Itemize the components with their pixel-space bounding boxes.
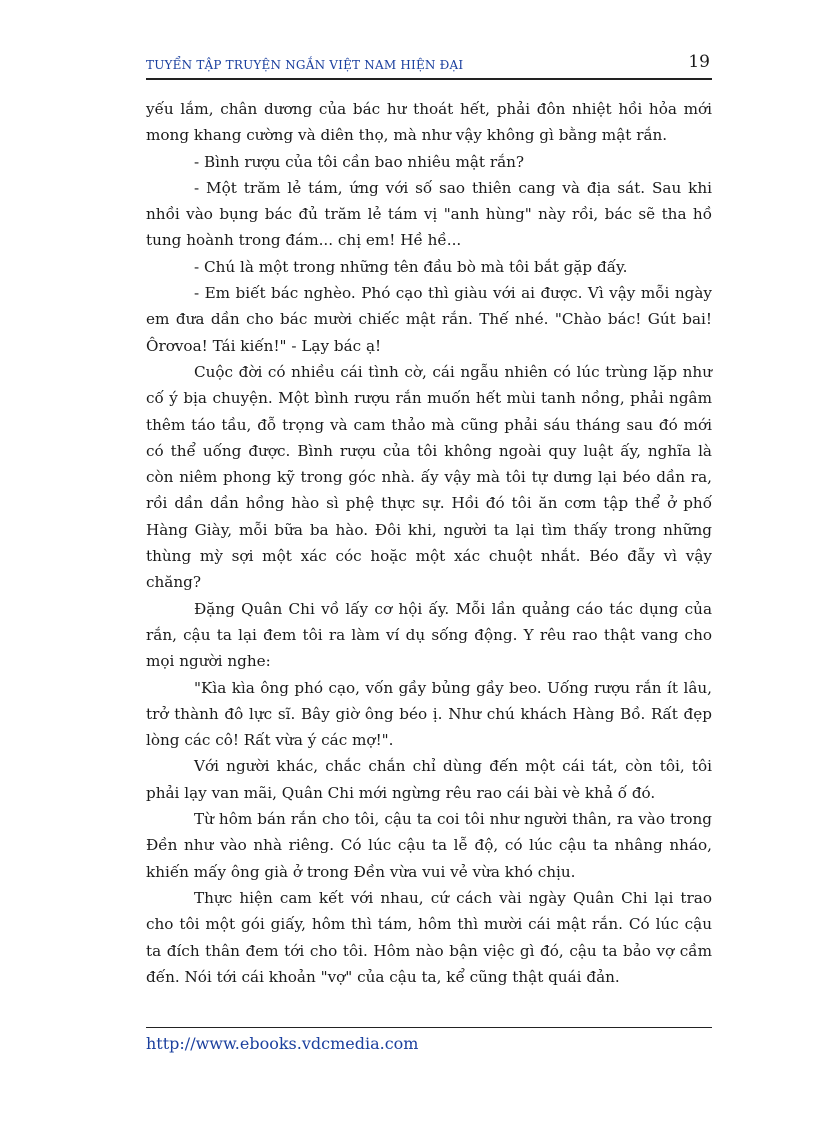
paragraph: - Một trăm lẻ tám, ứng với số sao thiên cang và địa sát. Sau khi nhồi vào bụng bác đủ trăm lẻ tám vị "anh hùng" này rồi, bác sẽ tha hồ tung hoành trong đám... chị em! Hề hề... [146,178,712,250]
body-text [146,96,712,990]
paragraph: - Chú là một trong những tên đầu bò mà tôi bắt gặp đấy. [194,257,628,276]
paragraph: Cuộc đời có nhiều cái tình cờ, cái ngẫu nhiên có lúc trùng lặp như cố ý bịa chuyện. Một bình rượu rắn muốn hết mùi tanh nồng, phải ngâm thêm táo tầu, đỗ trọng và cam thảo mà cũng phải sáu tháng sau đó mới có thể uống được. Bình rượu của tôi không ngoài quy luật ấy, nghĩa là còn niêm phong kỹ trong góc nhà. ấy vậy mà tôi tự dưng lại béo dần ra, rồi dần dần hồng hào sì phệ thực sự. Hồi đó tôi ăn cơm tập thể ở phố Hàng Giày, mỗi bữa ba hào. Đôi khi, người ta lại tìm thấy trong những thùng mỳ sợi một xác cóc hoặc một xác chuột nhắt. Béo đẫy vì vậy chăng? [146,362,712,592]
paragraph: Thực hiện cam kết với nhau, cứ cách vài ngày Quân Chi lại trao cho tôi một gói giấy, hôm thì tám, hôm thì mười cái mật rắn. Có lúc cậu ta đích thân đem tới cho tôi. Hôm nào bận việc gì đó, cậu ta bảo vợ cầm đến. Nói tới cái khoản "vợ" của cậu ta, kể cũng thật quái đản. [146,888,712,986]
paragraph: - Bình rượu của tôi cần bao nhiêu mật rắn? [194,152,525,171]
paragraph: Đặng Quân Chi vồ lấy cơ hội ấy. Mỗi lần quảng cáo tác dụng của rắn, cậu ta lại đem tôi ra làm ví dụ sống động. Y rêu rao thật vang cho mọi người nghe: [146,599,712,671]
paragraph: - Em biết bác nghèo. Phó cạo thì giàu với ai được. Vì vậy mỗi ngày em đưa dần cho bác mười chiếc mật rắn. Thế nhé. "Chào bác! Gút bai! Ôrơvoa! Tái kiến!" - Lạy bác ạ! [146,284,712,355]
header-divider [146,78,712,80]
footer-link[interactable]: http://www.ebooks.vdcmedia.com [146,1034,419,1053]
page-number: 19 [688,52,710,72]
paragraph: Từ hôm bán rắn cho tôi, cậu ta coi tôi như người thân, ra vào trong Đền như vào nhà riêng. Có lúc cậu ta lễ độ, có lúc cậu ta nhâng nháo, khiến mấy ông già ở trong Đền vừa vui vẻ vừa khó chịu. [146,810,712,881]
paragraph: "Kìa kìa ông phó cạo, vốn gầy bủng gầy beo. Uống rượu rắn ít lâu, trở thành đô lực sĩ. Bây giờ ông béo ị. Như chú khách Hàng Bồ. Rất đẹp lòng các cô! Rất vừa ý các mợ!". [146,678,712,750]
paragraph: Với người khác, chắc chắn chỉ dùng đến một cái tát, còn tôi, tôi phải lạy van mãi, Quân Chi mới ngừng rêu rao cái bài vè khả ố đó. [146,757,712,802]
paragraph: yếu lắm, chân dương của bác hư thoát hết, phải đôn nhiệt hồi hỏa mới mong khang cường và diên thọ, mà như vậy không gì bằng mật rắn. [146,100,712,145]
page-header [146,52,712,78]
book-title: TUYỂN TẬP TRUYỆN NGẮN VIỆT NAM HIỆN ĐẠI [146,58,464,72]
footer-divider [146,1027,712,1028]
